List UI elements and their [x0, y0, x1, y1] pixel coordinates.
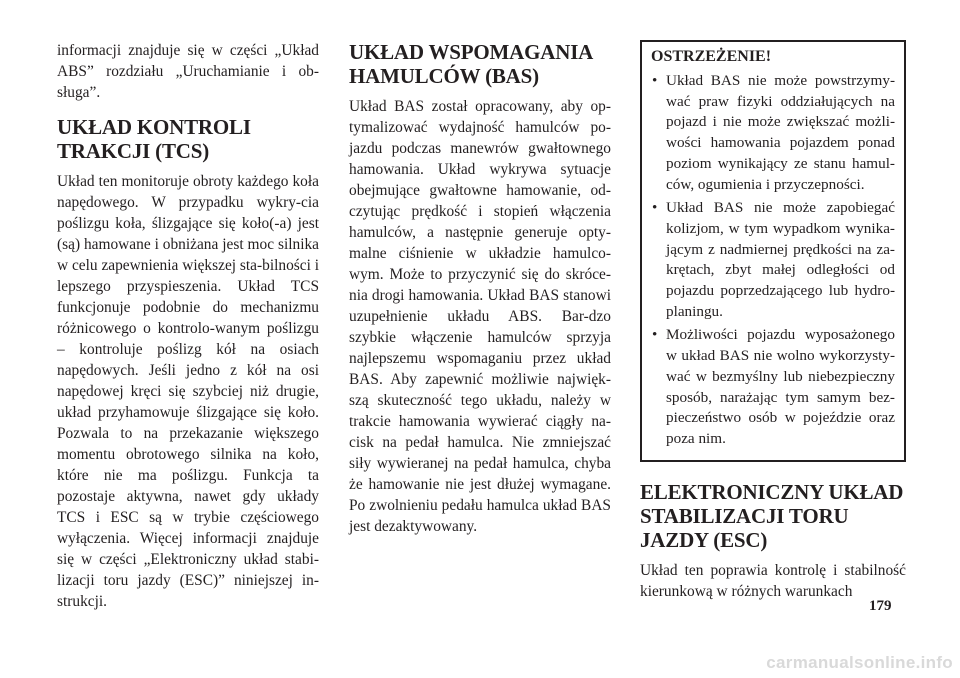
- right-column: [640, 40, 906, 602]
- warning-item: • Układ BAS nie może zapobiegać kolizjom, w tym wypadkom wynika-jącym z nadmiernej prędkości na za-krętach, zbyt małej odległości od pojazdu poprzedzającego lub hydro-planingu.: [651, 198, 895, 322]
- esc-heading: ELEKTRONICZNY UKŁAD STABILIZACJI TORU JAZDY (ESC): [640, 479, 904, 552]
- page-number: 179: [869, 598, 892, 614]
- warning-list: [651, 71, 895, 450]
- warning-item: • Możliwości pojazdu wyposażonego w układ BAS nie wolno wykorzysty-wać w bezmyślny lub niebezpieczny sposób, narażając tym samym bez-pieczeństwo osób w pojeździe oraz poza nim.: [651, 325, 895, 449]
- bas-paragraph: Układ BAS został opracowany, aby op-tymalizować wydajność hamulców po-jazdu podczas manewrów gwałtownego hamowania. Układ wykrywa sytuacje obejmujące gwałtowne hamowanie, od-czytując prędkość i stopień włączenia hamulców, a następnie generuje opty-malne ciśnienie w układzie hamulco-wym. Może to przyczynić się do skróce-nia drogi hamowania. Układ BAS stanowi uzupełnienie układu ABS. Bar-dzo szybkie włączenie hamulców sprzyja najlepszemu wspomaganiu przez układ BAS. Aby zapewnić możliwie najwięk-szą skuteczność tego układu, należy w trakcie hamowania wywierać ciągły na-cisk na pedał hamulca. Nie zmniejszać siły wywieranej na pedał hamulca, chyba że hamowanie nie jest dłużej wymagane. Po zwolnieniu pedału hamulca układ BAS jest dezaktywowany.: [349, 98, 611, 535]
- tcs-heading: UKŁAD KONTROLI TRAKCJI (TCS): [57, 115, 251, 163]
- watermark: carmanualsonline.info: [766, 653, 953, 672]
- left-column: [57, 40, 319, 612]
- middle-column: [349, 40, 611, 537]
- bas-heading: UKŁAD WSPOMAGANIA HAMULCÓW (BAS): [349, 40, 594, 88]
- tcs-paragraph: Układ ten monitoruje obroty każdego koła napędowego. W przypadku wykry-cia poślizgu koła, ślizgające się koło(-a) jest (są) hamowane i obniżana jest moc silnika w celu zapewnienia większej sta-bilności i lepszego przyspieszenia. Układ TCS funkcjonuje podobnie do mechanizmu różnicowego o kontrolo-wanym poślizgu – kontroluje poślizg kół na osiach napędowych. Jeśli jedno z kół na osi napędowej kręci się szybciej niż drugie, układ przyhamowuje ślizgające się koło. Pozwala to na przekazanie większego momentu obrotowego silnika na koło, które nie ma poślizgu. Funkcja ta pozostaje aktywna, nawet gdy układy TCS i ESC są w trybie częściowego wyłączenia. Więcej informacji znajduje się w części „Elektroniczny układ stabi-lizacji toru jazdy (ESC)” niniejszej in-strukcji.: [57, 173, 319, 610]
- warning-box: [640, 40, 906, 462]
- warning-item: • Układ BAS nie może powstrzymy-wać praw fizyki oddziałujących na pojazd i nie może zwiększać możli-wości hamowania pojazdem ponad poziom wynikający ze stanu hamul-ców, ogumienia i przyczepności.: [651, 71, 895, 195]
- warning-title: OSTRZEŻENIE!: [651, 48, 772, 65]
- intro-paragraph: informacji znajduje się w części „Układ ABS” rozdziału „Uruchamianie i ob-sługa”.: [57, 42, 319, 101]
- esc-paragraph: Układ ten poprawia kontrolę i stabilność kierunkową w różnych warunkach: [640, 561, 906, 600]
